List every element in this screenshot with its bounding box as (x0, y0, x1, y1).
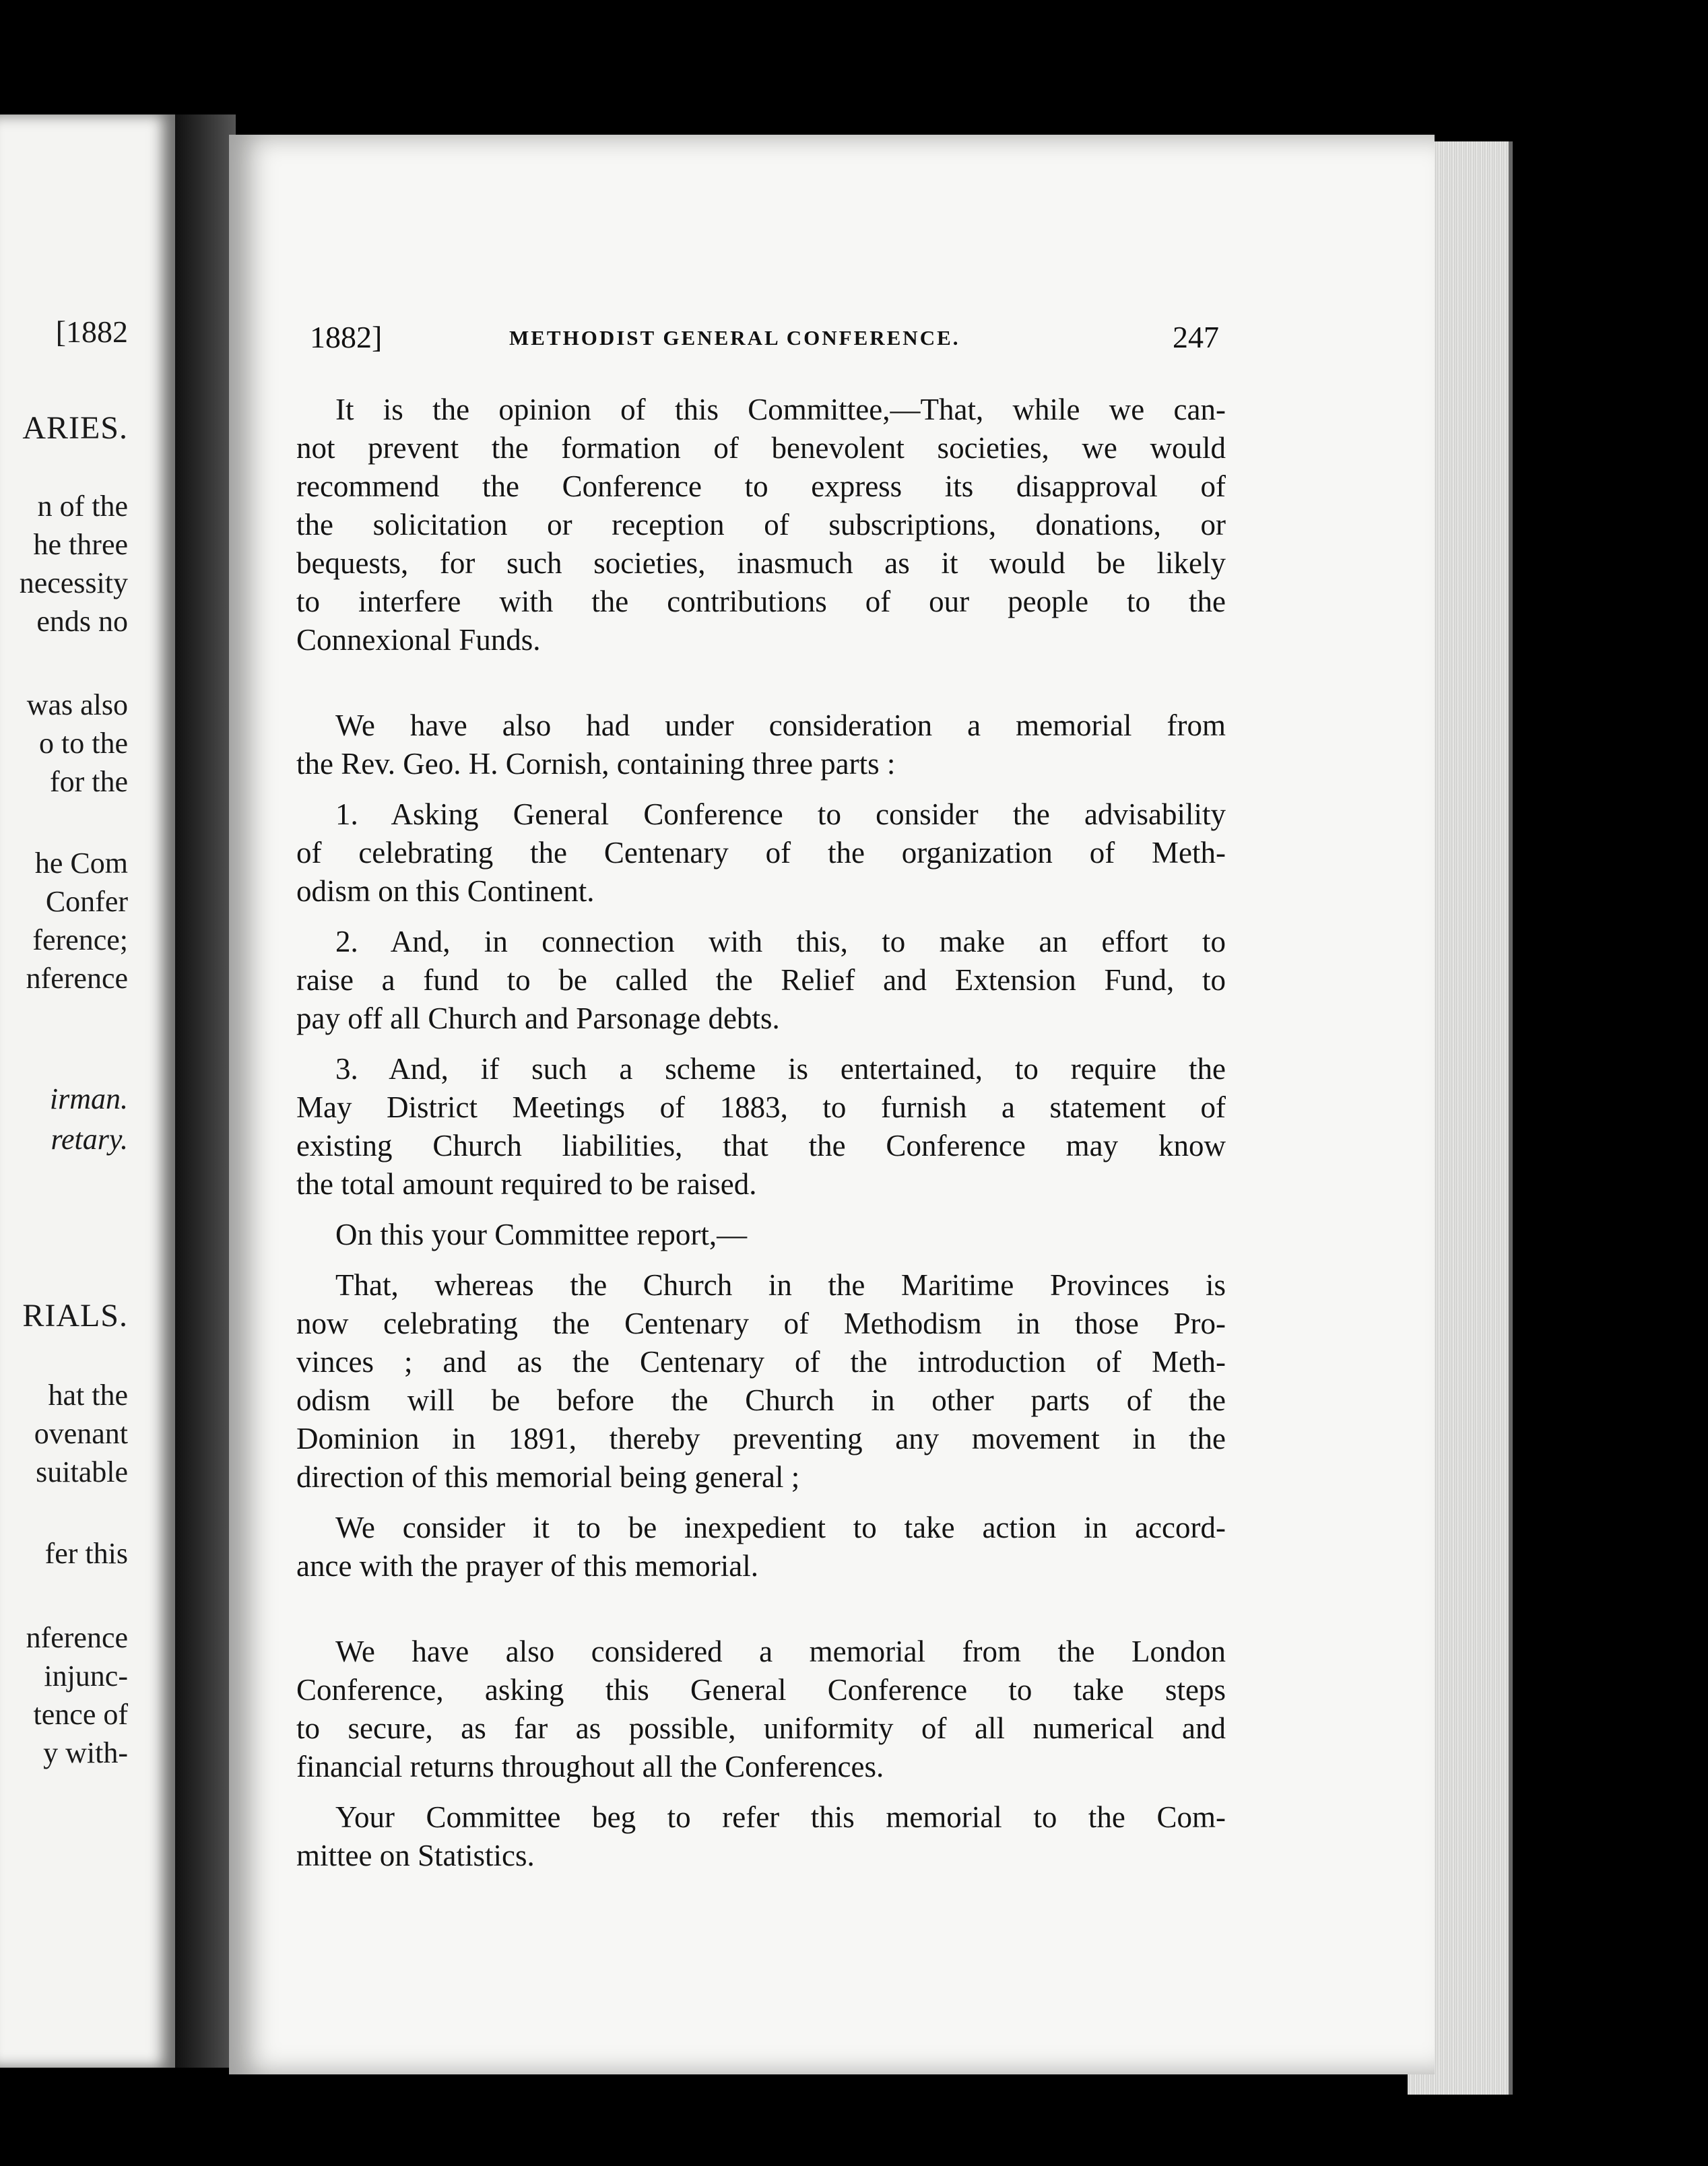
left-page-header: [1882 (55, 315, 128, 349)
left-page-line: for the (49, 765, 128, 798)
paragraph (296, 1216, 1226, 1254)
paragraph (296, 1798, 1226, 1875)
left-page-line: ovenant (34, 1417, 128, 1450)
paragraph (296, 795, 1226, 911)
text-line: pay off all Church and Parsonage debts. (296, 1002, 780, 1035)
text-line: the Rev. Geo. H. Cornish, containing three parts : (296, 747, 896, 781)
text-line: direction of this memorial being general ; (296, 1460, 800, 1494)
left-page-line: n of the (37, 490, 128, 523)
header-year: 1882] (310, 320, 383, 354)
text-line: We consider it to be inexpedient to take action in accord- (335, 1511, 1226, 1544)
text-line: to secure, as far as possible, uniformity of all numerical and (296, 1711, 1226, 1745)
text-line: On this your Committee report,— (335, 1218, 748, 1251)
text-line: now celebrating the Centenary of Methodism in those Pro- (296, 1307, 1226, 1340)
text-line: not prevent the formation of benevolent societies, we would (296, 431, 1226, 465)
left-page-section-title: RIALS. (22, 1298, 128, 1334)
left-page-line: ference; (32, 923, 128, 956)
left-page-line: he three (33, 528, 128, 561)
paragraph (296, 1266, 1226, 1497)
left-page-line: was also (26, 688, 128, 721)
left-page-line: fer this (44, 1537, 128, 1570)
left-page-signature: irman. (49, 1082, 128, 1115)
left-page-line: hat the (48, 1379, 128, 1412)
text-line: mittee on Statistics. (296, 1839, 535, 1872)
paragraph (296, 1509, 1226, 1585)
text-line: We have also had under consideration a memorial from (335, 709, 1226, 742)
paragraph (296, 391, 1226, 659)
previous-page-fragment (0, 114, 175, 2068)
book-gutter (175, 114, 236, 2068)
left-page-line: he Com (34, 847, 128, 880)
text-line: It is the opinion of this Committee,—That, while we can- (335, 393, 1226, 426)
text-line: ance with the prayer of this memorial. (296, 1549, 759, 1583)
header-title: METHODIST GENERAL CONFERENCE. (509, 326, 960, 350)
left-page-line: y with- (43, 1736, 128, 1769)
text-line: Your Committee beg to refer this memorial to the Com- (335, 1800, 1226, 1834)
text-line: 2. And, in connection with this, to make an effort to (335, 925, 1226, 958)
text-line: Dominion in 1891, thereby preventing any movement in the (296, 1422, 1226, 1455)
text-line: odism will be before the Church in other parts of the (296, 1383, 1226, 1417)
left-page-line: tence of (33, 1698, 128, 1731)
text-line: bequests, for such societies, inasmuch as it would be likely (296, 546, 1226, 580)
text-line: 1. Asking General Conference to consider the advisability (335, 797, 1226, 831)
paragraph (296, 923, 1226, 1038)
text-line: odism on this Continent. (296, 874, 595, 908)
text-line: recommend the Conference to express its disapproval of (296, 469, 1226, 503)
left-page-line: Confer (45, 885, 128, 918)
text-line: the solicitation or reception of subscriptions, donations, or (296, 508, 1226, 542)
text-line: Connexional Funds. (296, 623, 541, 657)
left-page-line: injunc- (44, 1660, 128, 1693)
left-page-line: suitable (36, 1455, 128, 1488)
text-line: We have also considered a memorial from the London (335, 1635, 1226, 1668)
left-page-line: nference (26, 962, 128, 995)
left-page-line: nference (26, 1621, 128, 1654)
paragraph (296, 707, 1226, 783)
text-line: raise a fund to be called the Relief and Extension Fund, to (296, 963, 1226, 997)
paragraph (296, 1050, 1226, 1204)
text-line: the total amount required to be raised. (296, 1167, 757, 1201)
text-line: 3. And, if such a scheme is entertained, to require the (335, 1052, 1226, 1086)
left-page-line: necessity (19, 566, 128, 599)
left-page-line: ends no (36, 605, 128, 638)
page-body (296, 391, 1226, 1875)
text-line: financial returns throughout all the Conferences. (296, 1750, 884, 1783)
text-line: That, whereas the Church in the Maritime Provinces is (335, 1268, 1226, 1302)
left-page-signature: retary. (51, 1123, 128, 1156)
text-line: May District Meetings of 1883, to furnish a statement of (296, 1090, 1226, 1124)
text-line: vinces ; and as the Centenary of the introduction of Meth- (296, 1345, 1226, 1379)
left-page-line: o to the (39, 727, 128, 760)
text-line: to interfere with the contributions of our people to the (296, 585, 1226, 618)
paragraph (296, 1633, 1226, 1786)
text-line: existing Church liabilities, that the Conference may know (296, 1129, 1226, 1162)
text-line: of celebrating the Centenary of the organization of Meth- (296, 836, 1226, 869)
page-number: 247 (1173, 320, 1219, 354)
left-page-section-title: ARIES. (22, 410, 128, 446)
running-head (310, 319, 1219, 360)
text-line: Conference, asking this General Conference to take steps (296, 1673, 1226, 1707)
